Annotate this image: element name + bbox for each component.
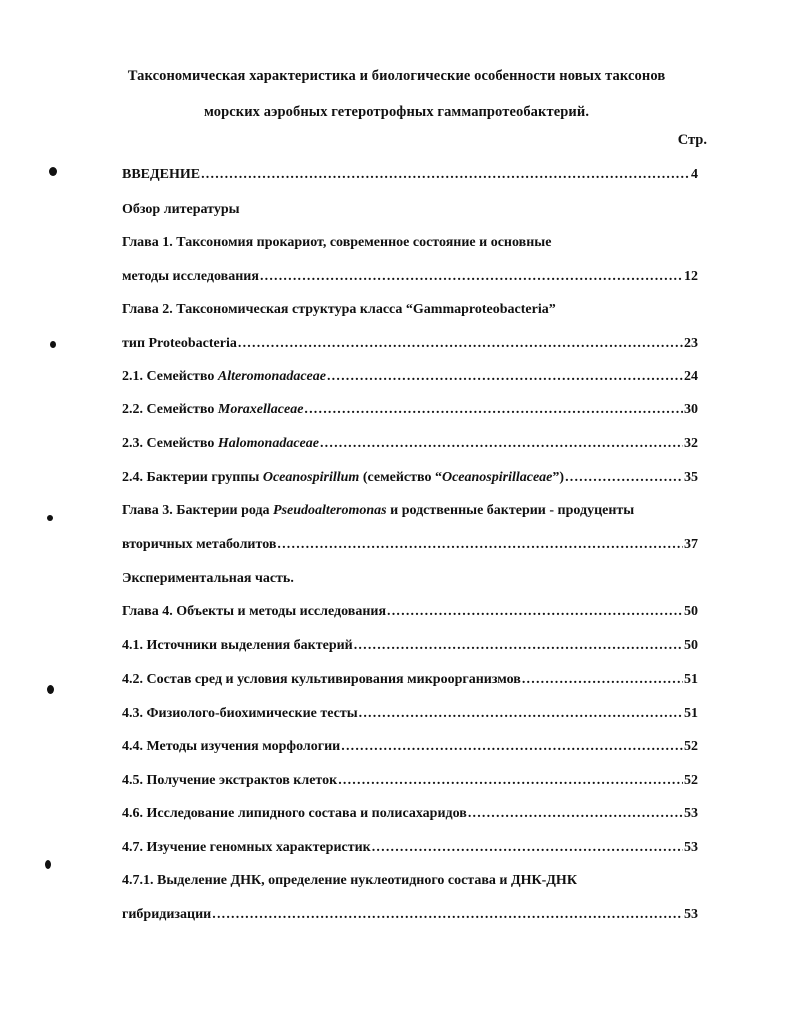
toc-page-number: 30 — [684, 402, 698, 417]
toc-entry-4-4 — [122, 738, 698, 756]
toc-page-number: 12 — [684, 269, 698, 284]
toc-entry-chapter-1 — [122, 268, 698, 286]
leader-dots — [341, 738, 683, 756]
toc-page-number: 23 — [684, 336, 698, 351]
toc-entry-label: 4.1. Источники выделения бактерий — [122, 638, 353, 653]
toc-entry-prefix: 2.4. Бактерии группы — [122, 470, 263, 485]
leader-dots — [238, 335, 683, 353]
toc-entry-chapter-3 — [122, 536, 698, 554]
toc-entry-prefix: Глава 3. Бактерии рода — [122, 503, 274, 518]
leader-dots — [338, 772, 683, 790]
toc-page-number: 24 — [684, 369, 698, 384]
toc-entry-label: 4.3. Физиолого-биохимические тесты — [122, 706, 358, 721]
toc-page-number: 52 — [684, 773, 698, 788]
page-column-label: Стр. — [677, 132, 707, 148]
toc-entry-middle: (семейство “ — [359, 470, 442, 485]
taxon-name: Halomonadaceae — [217, 436, 319, 451]
toc-entry-label: 4.7. Изучение геномных характеристик — [122, 840, 371, 855]
toc-entry-4-5 — [122, 772, 698, 790]
toc-section-heading-experimental: Экспериментальная часть. — [122, 571, 294, 586]
toc-entry-chapter-2 — [122, 335, 698, 353]
toc-entry-label: методы исследования — [122, 269, 259, 284]
toc-entry-4-3 — [122, 705, 698, 723]
toc-entry-prefix: 2.2. Семейство — [122, 402, 218, 417]
toc-entry-intro — [122, 166, 698, 184]
leader-dots — [359, 705, 683, 723]
toc-page-number: 35 — [684, 470, 698, 485]
toc-entry-label: 4.2. Состав сред и условия культивирования микроорганизмов — [122, 672, 521, 687]
scan-speck — [50, 341, 56, 348]
scan-speck — [45, 860, 51, 869]
toc-entry-prefix: 2.1. Семейство — [122, 369, 218, 384]
toc-entry-2-4 — [122, 469, 698, 487]
toc-entry-2-2 — [122, 401, 698, 419]
toc-page-number: 50 — [684, 638, 698, 653]
leader-dots — [468, 805, 683, 823]
toc-entry-4-7-1-line-1: 4.7.1. Выделение ДНК, определение нуклеотидного состава и ДНК-ДНК — [122, 873, 577, 888]
toc-page-number: 53 — [684, 907, 698, 922]
toc-entry-suffix: и родственные бактерии - продуценты — [386, 503, 635, 518]
toc-entry-suffix: ”) — [552, 470, 565, 485]
toc-entry-4-7-1 — [122, 906, 698, 924]
toc-entry-label: вторичных метаболитов — [122, 537, 277, 552]
toc-entry-prefix: 2.3. Семейство — [122, 436, 218, 451]
toc-entry-chapter-4 — [122, 603, 698, 621]
taxon-name: Pseudoalteromonas — [273, 503, 387, 518]
toc-entry-label: тип Proteobacteria — [122, 336, 237, 351]
scan-speck — [49, 167, 57, 176]
leader-dots — [304, 401, 683, 419]
taxon-family-name: Oceanospirillaceae — [441, 470, 553, 485]
toc-entry-chapter-1-line-1: Глава 1. Таксономия прокариот, современное состояние и основные — [122, 235, 552, 250]
leader-dots — [320, 435, 683, 453]
toc-entry-4-7 — [122, 839, 698, 857]
toc-page-number: 52 — [684, 739, 698, 754]
leader-dots — [327, 368, 683, 386]
toc-entry-label: Глава 4. Объекты и методы исследования — [122, 604, 387, 619]
toc-entry-label — [122, 368, 326, 386]
leader-dots — [565, 469, 683, 487]
document-title-line-2: морских аэробных гетеротрофных гаммапротеобактерий. — [203, 104, 590, 120]
toc-entry-4-6 — [122, 805, 698, 823]
toc-entry-4-1 — [122, 637, 698, 655]
leader-dots — [212, 906, 683, 924]
toc-entry-chapter-2-line-1: Глава 2. Таксономическая структура класса “Gammaproteobacteria” — [122, 302, 556, 317]
toc-entry-label — [122, 435, 319, 453]
taxon-name: Alteromonadaceae — [217, 369, 326, 384]
toc-page-number: 50 — [684, 604, 698, 619]
toc-entry-2-1 — [122, 368, 698, 386]
toc-page-number: 53 — [684, 806, 698, 821]
toc-section-heading-literature: Обзор литературы — [122, 202, 240, 217]
toc-entry-label: 4.4. Методы изучения морфологии — [122, 739, 341, 754]
toc-entry-label: 4.6. Исследование липидного состава и полисахаридов — [122, 806, 467, 821]
leader-dots — [387, 603, 683, 621]
leader-dots — [372, 839, 683, 857]
toc-entry-chapter-3-line-1 — [122, 502, 698, 520]
taxon-name: Oceanospirillum — [262, 470, 360, 485]
toc-page-number: 37 — [684, 537, 698, 552]
toc-entry-label — [122, 469, 564, 487]
toc-entry-label: гибридизации — [122, 907, 212, 922]
toc-entry-4-2 — [122, 671, 698, 689]
leader-dots — [260, 268, 683, 286]
leader-dots — [201, 166, 690, 184]
toc-entry-label — [122, 401, 303, 419]
toc-entry-label: ВВЕДЕНИЕ — [122, 167, 201, 182]
toc-entry-label: 4.5. Получение экстрактов клеток — [122, 773, 338, 788]
toc-page-number: 51 — [684, 672, 698, 687]
leader-dots — [354, 637, 683, 655]
scan-speck — [47, 515, 53, 521]
taxon-name: Moraxellaceae — [217, 402, 304, 417]
toc-entry-2-3 — [122, 435, 698, 453]
leader-dots — [277, 536, 683, 554]
toc-page-number: 32 — [684, 436, 698, 451]
document-title-line-1: Таксономическая характеристика и биологические особенности новых таксонов — [127, 68, 666, 84]
toc-page-number: 4 — [691, 167, 698, 182]
leader-dots — [522, 671, 683, 689]
scan-speck — [47, 685, 54, 694]
toc-page-number: 51 — [684, 706, 698, 721]
toc-page-number: 53 — [684, 840, 698, 855]
